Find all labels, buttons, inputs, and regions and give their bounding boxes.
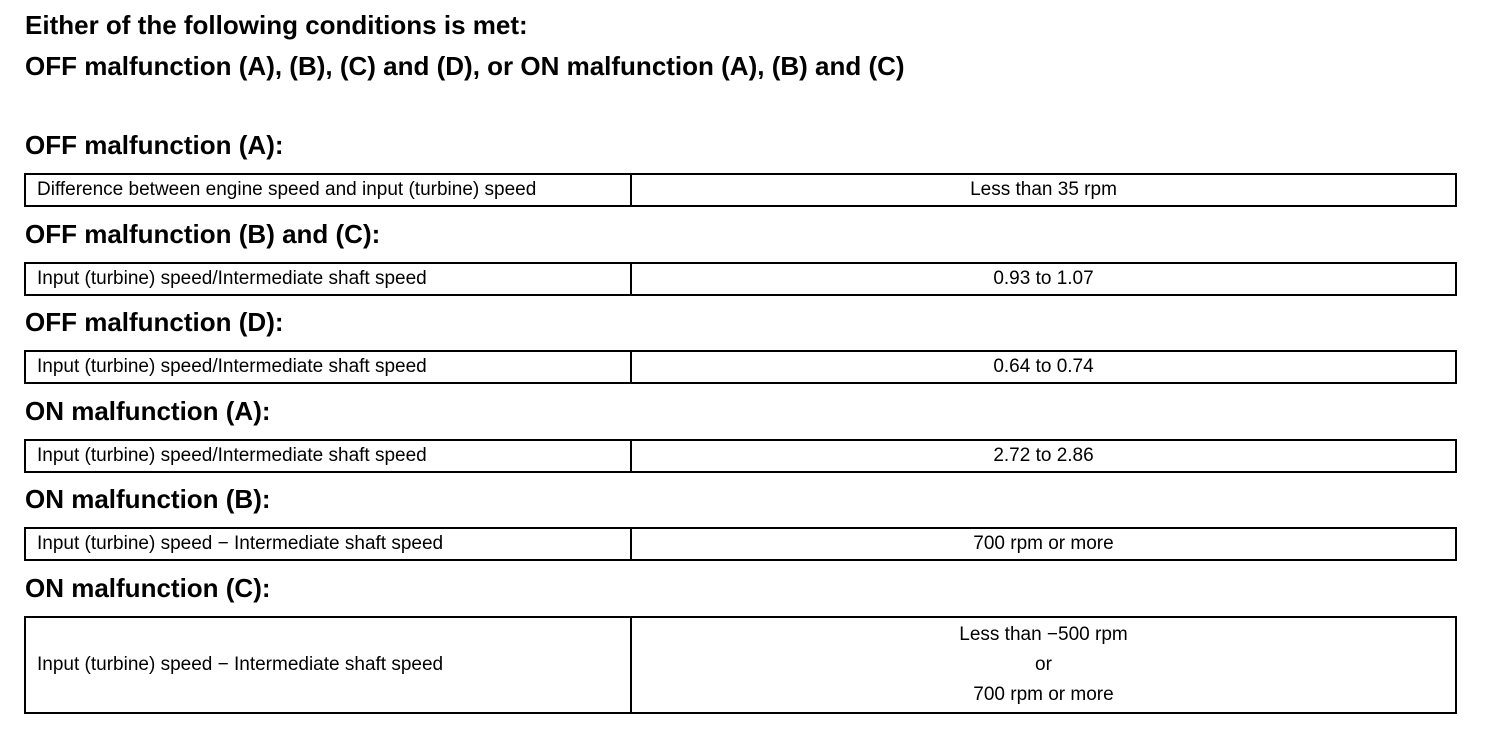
value-cell — [631, 528, 1456, 560]
table-row — [25, 440, 1456, 472]
intro-line-conditions: Either of the following conditions is met: — [25, 10, 528, 40]
condition-table-on-a — [24, 439, 1457, 473]
parameter-cell: Difference between engine speed and input (turbine) speed — [25, 174, 631, 206]
condition-table-off-d — [24, 350, 1457, 384]
section-heading-on-b: ON malfunction (B): — [25, 484, 271, 514]
value-line: 2.72 to 2.86 — [993, 445, 1094, 466]
value-line: 700 rpm or more — [973, 533, 1114, 554]
parameter-cell: Input (turbine) speed − Intermediate shaft speed — [25, 528, 631, 560]
value-line: 0.64 to 0.74 — [993, 356, 1094, 377]
table-row — [25, 351, 1456, 383]
value-cell — [631, 617, 1456, 713]
parameter-cell: Input (turbine) speed/Intermediate shaft speed — [25, 263, 631, 295]
value-cell — [631, 263, 1456, 295]
condition-table-on-c — [24, 616, 1457, 714]
parameter-cell: Input (turbine) speed/Intermediate shaft speed — [25, 440, 631, 472]
parameter-cell: Input (turbine) speed/Intermediate shaft speed — [25, 351, 631, 383]
value-line: 0.93 to 1.07 — [993, 268, 1094, 289]
condition-table-off-a — [24, 173, 1457, 207]
value-line: Less than −500 rpm — [959, 624, 1128, 645]
value-line: Less than 35 rpm — [970, 179, 1117, 200]
condition-table-off-b-c — [24, 262, 1457, 296]
value-cell — [631, 440, 1456, 472]
value-cell — [631, 351, 1456, 383]
table-row — [25, 174, 1456, 206]
value-cell — [631, 174, 1456, 206]
condition-table-on-b — [24, 527, 1457, 561]
parameter-cell: Input (turbine) speed − Intermediate shaft speed — [25, 617, 631, 713]
value-line: 700 rpm or more — [973, 684, 1114, 705]
section-heading-off-a: OFF malfunction (A): — [25, 130, 284, 160]
intro-line-malfunction-list: OFF malfunction (A), (B), (C) and (D), or ON malfunction (A), (B) and (C) — [25, 51, 905, 81]
section-heading-on-c: ON malfunction (C): — [25, 573, 271, 603]
table-row — [25, 528, 1456, 560]
table-row — [25, 617, 1456, 713]
value-line: or — [1035, 654, 1052, 675]
section-heading-on-a: ON malfunction (A): — [25, 396, 271, 426]
section-heading-off-b-c: OFF malfunction (B) and (C): — [25, 219, 381, 249]
table-row — [25, 263, 1456, 295]
section-heading-off-d: OFF malfunction (D): — [25, 307, 284, 337]
